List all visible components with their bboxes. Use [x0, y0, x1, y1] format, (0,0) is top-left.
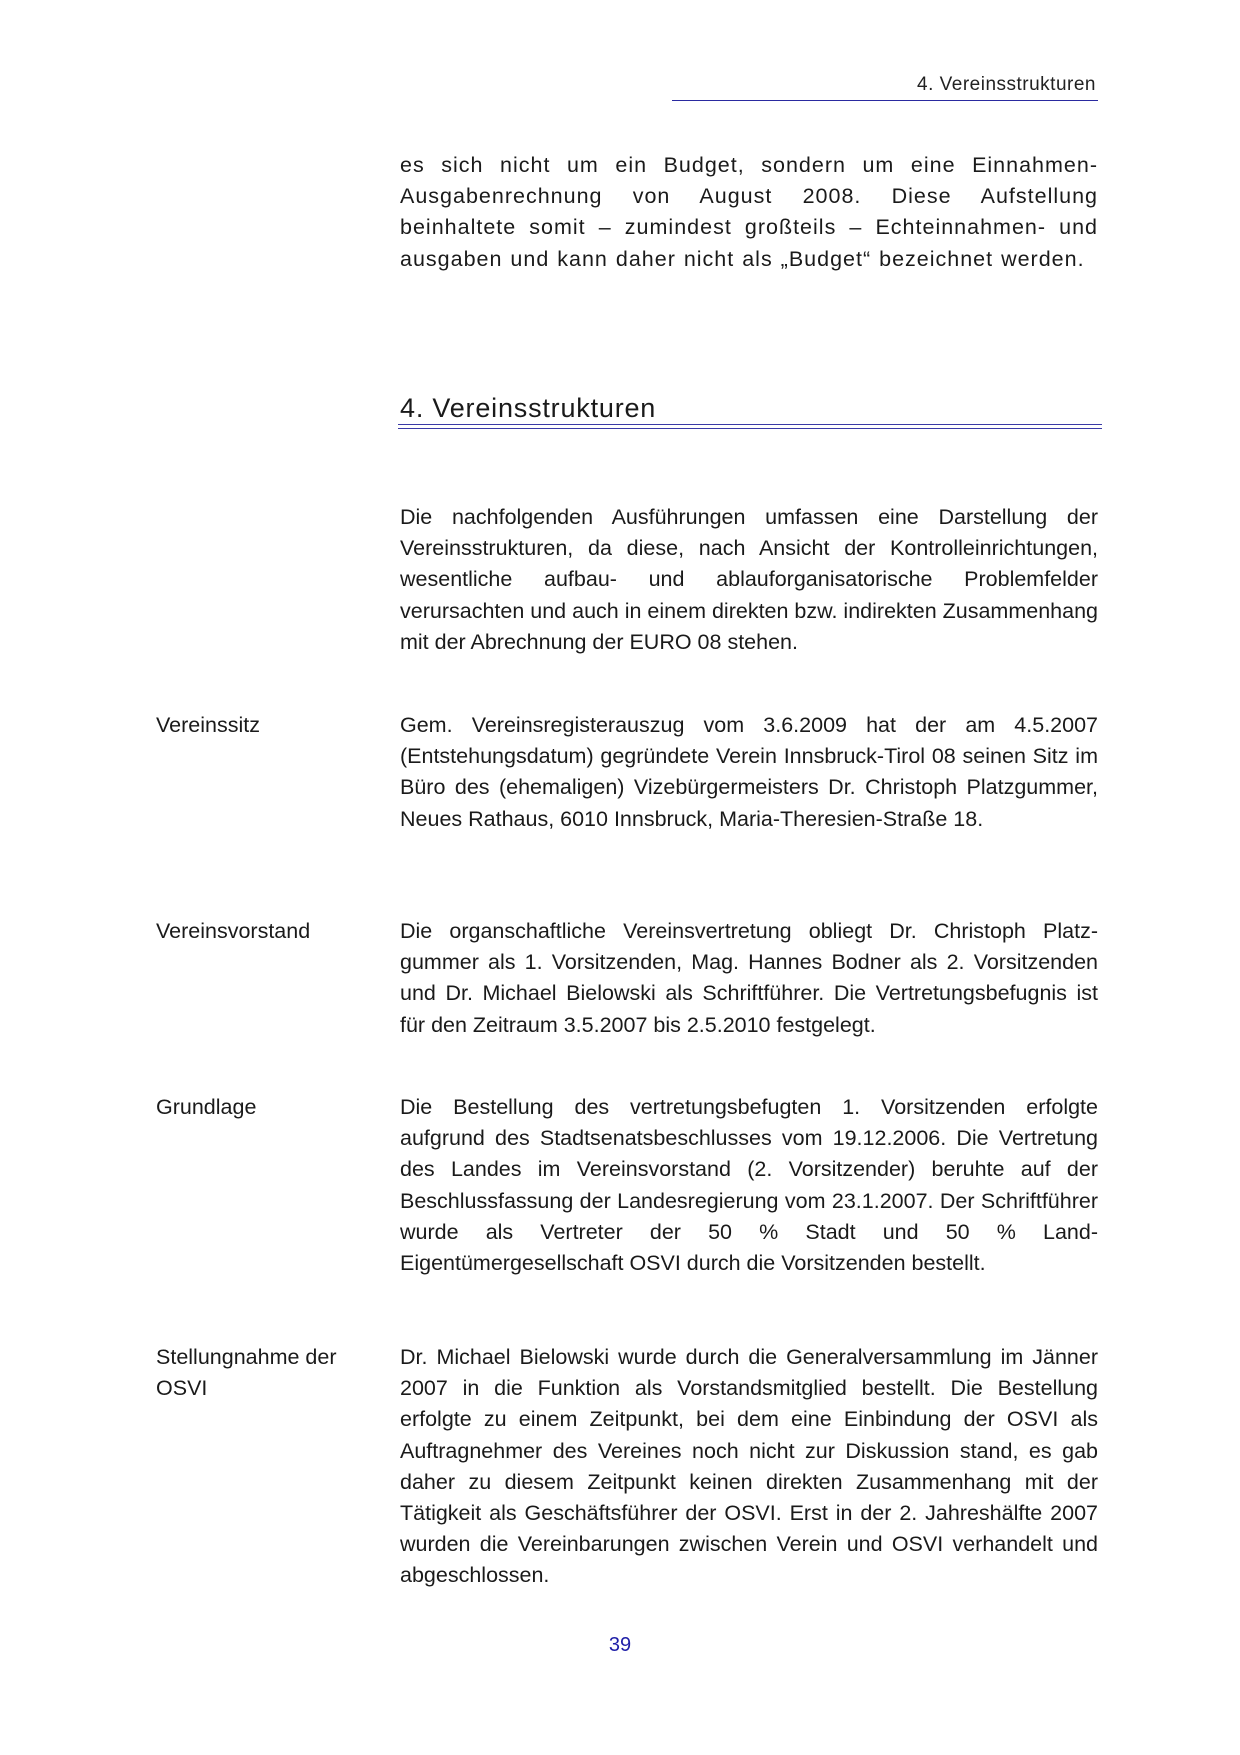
running-header: 4. Vereinsstrukturen: [917, 74, 1096, 95]
entry-label-grundlage: Grundlage: [156, 1095, 257, 1119]
entry-text-vereinsvorstand: Die organschaftliche Vereinsvertretung obliegt Dr. Christoph Platzgummer als 1. Vorsitzenden, Mag. Hannes Bodner als 2. Vorsitzenden und Dr. Michael Bielowski als Schriftführer. Die Vertretungsbefugnis ist für den Zeitraum 3.5.2007 bis 2.5.2010 festgelegt.: [400, 919, 1098, 1037]
intro-paragraph: es sich nicht um ein Budget, sondern um eine Einnahmen-Ausgabenrechnung von August 2008. Diese Aufstellung beinhaltete somit – zumindest großteils – Echteinnahmen- und ausgaben und kann daher nicht als „Budget“ bezeichnet werden.: [400, 153, 1098, 271]
section-title-rule-upper: [398, 424, 1102, 425]
entry-text-stellungnahme: Dr. Michael Bielowski wurde durch die Generalversammlung im Jänner 2007 in die Funktion als Vorstandsmitglied bestellt. Die Bestellung erfolgte zu einem Zeitpunkt, bei dem eine Einbindung der OSVI als Auftragnehmer des Vereines noch nicht zur Diskussion stand, es gab daher zu diesem Zeitpunkt keinen direkten Zusammenhang mit der Tätigkeit als Geschäftsführer der OSVI. Erst in der 2. Jahreshälfte 2007 wurden die Vereinbarungen zwischen Verein und OSVI verhandelt und abgeschlossen.: [400, 1345, 1098, 1588]
entry-label-vereinsvorstand: Vereinsvorstand: [156, 919, 311, 943]
entry-label-stellungnahme: Stellungnahme der OSVI: [156, 1345, 337, 1401]
entry-label-vereinssitz: Vereinssitz: [156, 713, 260, 737]
entry-text-grundlage: Die Bestellung des vertretungsbefugten 1. Vorsitzenden erfolgte aufgrund des Stadtsenatsbeschlusses vom 19.12.2006. Die Vertretung des Landes im Vereinsvorstand (2. Vorsitzender) beruhte auf der Beschlussfassung der Landesregierung vom 23.1.2007. Der Schriftführer wurde als Vertreter der 50 % Stadt und 50 % Land-Eigentümergesellschaft OSVI durch die Vorsitzenden bestellt.: [400, 1095, 1098, 1276]
page-number: 39: [608, 1634, 632, 1656]
section-title-rule-lower: [398, 428, 1102, 429]
header-rule: [672, 100, 1098, 101]
entry-text-vereinssitz: Gem. Vereinsregisterauszug vom 3.6.2009 hat der am 4.5.2007 (Entstehungsdatum) gegründete Verein Innsbruck-Tirol 08 seinen Sitz im Büro des (ehemaligen) Vizebürgermeisters Dr. Christoph Platzgummer, Neues Rathaus, 6010 Innsbruck, Maria-Theresien-Straße 18.: [400, 713, 1098, 831]
section-title: 4. Vereinsstrukturen: [400, 393, 657, 423]
section-lead-paragraph: Die nachfolgenden Ausführungen umfassen eine Darstellung der Vereinsstrukturen, da diese, nach Ansicht der Kontrolleinrichtungen, wesentliche aufbau- und ablauforganisatorische Problemfelder verursachten und auch in einem direkten bzw. indirekten Zusammenhang mit der Abrechnung der EURO 08 stehen.: [400, 505, 1098, 654]
